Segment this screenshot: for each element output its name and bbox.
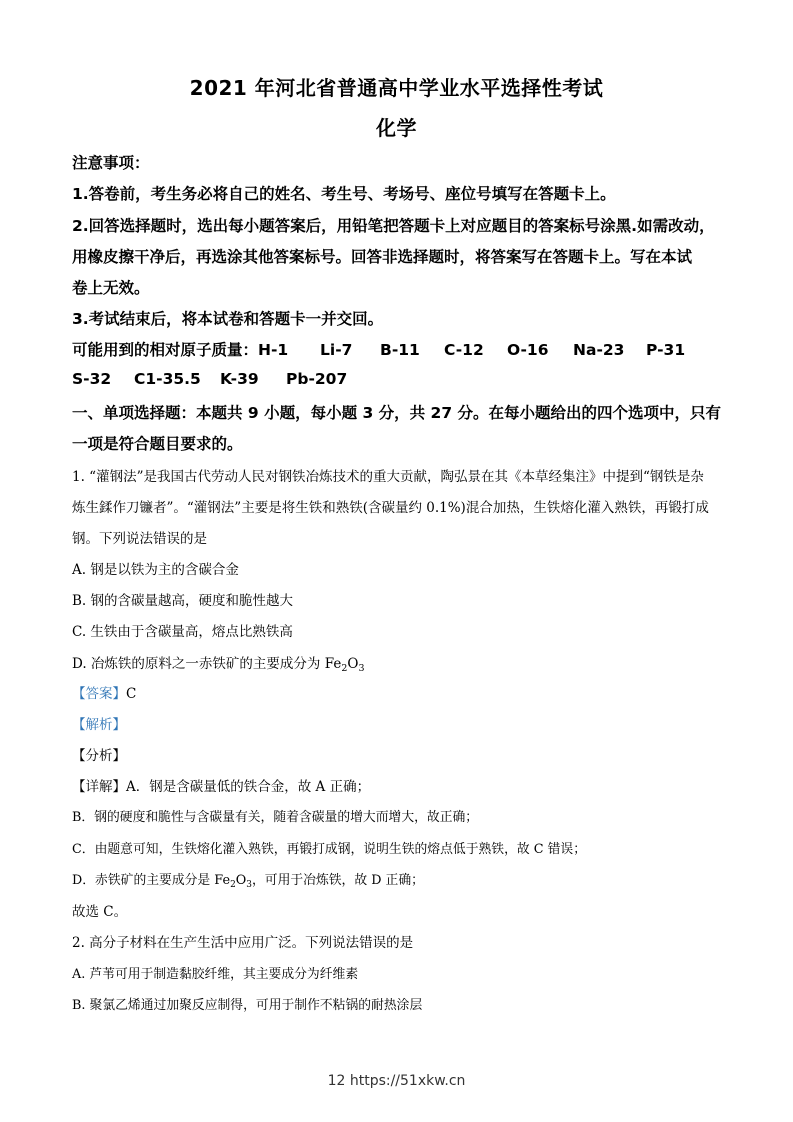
answer-value: C: [126, 686, 137, 702]
subscript: 3: [358, 663, 365, 674]
atomic-mass-row-2: [72, 370, 732, 388]
atomic-mass-label: 可能用到的相对原子质量：: [72, 341, 259, 359]
atomic-mass-item: Pb-207: [286, 370, 348, 388]
q1-detail-c: C．由题意可知，生铁熔化灌入熟铁，再锻打成钢，说明生铁的熔点低于熟铁，故 C 错误；: [72, 842, 586, 857]
q1-stem-line-1: 1. “灌钢法”是我国古代劳动人民对钢铁冶炼技术的重大贡献，陶弘景在其《本草经集注》中提到“钢铁是杂: [72, 469, 704, 485]
atomic-mass-item: P-31: [646, 341, 686, 359]
detail-tag: 【详解】: [72, 779, 126, 795]
q1-option-d-text: D. 冶炼铁的原料之一赤铁矿的主要成分为 Fe: [72, 656, 342, 672]
exam-title: 2021 年河北省普通高中学业水平选择性考试: [189, 76, 604, 100]
notice-heading: 注意事项：: [72, 154, 150, 172]
notice-item-2-line-1: 2.回答选择题时，选出每小题答案后，用铅笔把答题卡上对应题目的答案标号涂黑.如需改动，: [72, 217, 715, 235]
atomic-mass-item: K-39: [220, 370, 259, 388]
subscript: 3: [246, 880, 252, 890]
subject-title: 化学: [376, 116, 417, 140]
notice-item-2-line-2: 用橡皮擦干净后，再选涂其他答案标号。回答非选择题时，将答案写在答题卡上。写在本试: [72, 248, 693, 266]
q2-option-a: A. 芦苇可用于制造黏胶纤维，其主要成分为纤维素: [72, 967, 359, 982]
q1-option-a: A. 钢是以铁为主的含碳合金: [72, 562, 239, 578]
subscript: 2: [341, 663, 348, 674]
q2-stem: 2. 高分子材料在生产生活中应用广泛。下列说法错误的是: [72, 935, 414, 951]
atomic-mass-item: O-16: [507, 341, 549, 359]
q1-answer: [72, 682, 732, 702]
detail-d-text: ，可用于冶炼铁，故 D 正确；: [251, 873, 424, 888]
q1-option-b: B. 钢的含碳量越高，硬度和脆性越大: [72, 593, 294, 609]
q1-option-d-text: O: [347, 656, 359, 672]
q1-option-c: C. 生铁由于含碳量高，熔点比熟铁高: [72, 624, 293, 640]
subscript: 2: [230, 880, 236, 890]
q1-stem-line-2: 炼生鍒作刀镰者”。“灌钢法”主要是将生铁和熟铁(含碳量约 0.1%)混合加热，生铁熔化灌入熟铁，再锻打成: [72, 500, 709, 516]
detail-a-text: A．钢是含碳量低的铁合金，故 A 正确；: [126, 779, 371, 795]
atomic-mass-item: S-32: [72, 370, 112, 388]
q1-detail-d: [72, 869, 732, 888]
answer-tag: 【答案】: [72, 686, 126, 702]
atomic-mass-item: C1-35.5: [134, 370, 201, 388]
fenxi-tag: 【分析】: [72, 748, 126, 764]
notice-item-1: 1.答卷前，考生务必将自己的姓名、考生号、考场号、座位号填写在答题卡上。: [72, 185, 616, 203]
q2-option-b: B. 聚氯乙烯通过加聚反应制得，可用于制作不粘锅的耐热涂层: [72, 998, 423, 1013]
atomic-mass-item: Li-7: [320, 341, 353, 359]
q1-stem-line-3: 钢。下列说法错误的是: [72, 531, 207, 547]
q1-detail-b: B．钢的硬度和脆性与含碳量有关，随着含碳量的增大而增大，故正确；: [72, 810, 479, 825]
atomic-mass-item: B-11: [380, 341, 420, 359]
q1-conclusion: 故选 C。: [72, 904, 128, 920]
q1-option-d: [72, 652, 732, 672]
atomic-mass-item: C-12: [444, 341, 484, 359]
q1-detail-a: [72, 775, 732, 795]
atomic-mass-item: H-1: [258, 341, 289, 359]
notice-item-3: 3.考试结束后，将本试卷和答题卡一并交回。: [72, 310, 384, 328]
section-1-heading-line-1: 一、单项选择题：本题共 9 小题，每小题 3 分，共 27 分。在每小题给出的四个选项中，只有: [72, 404, 722, 422]
detail-d-text: D．赤铁矿的主要成分是 Fe: [72, 873, 231, 888]
analysis-tag: 【解析】: [72, 717, 126, 733]
notice-item-2-line-3: 卷上无效。: [72, 279, 150, 297]
atomic-mass-item: Na-23: [573, 341, 625, 359]
section-1-heading-line-2: 一项是符合题目要求的。: [72, 435, 243, 453]
atomic-mass-row-1: [72, 338, 732, 360]
page-footer: 12 https://51xkw.cn: [327, 1073, 466, 1089]
detail-d-text: O: [235, 873, 247, 888]
